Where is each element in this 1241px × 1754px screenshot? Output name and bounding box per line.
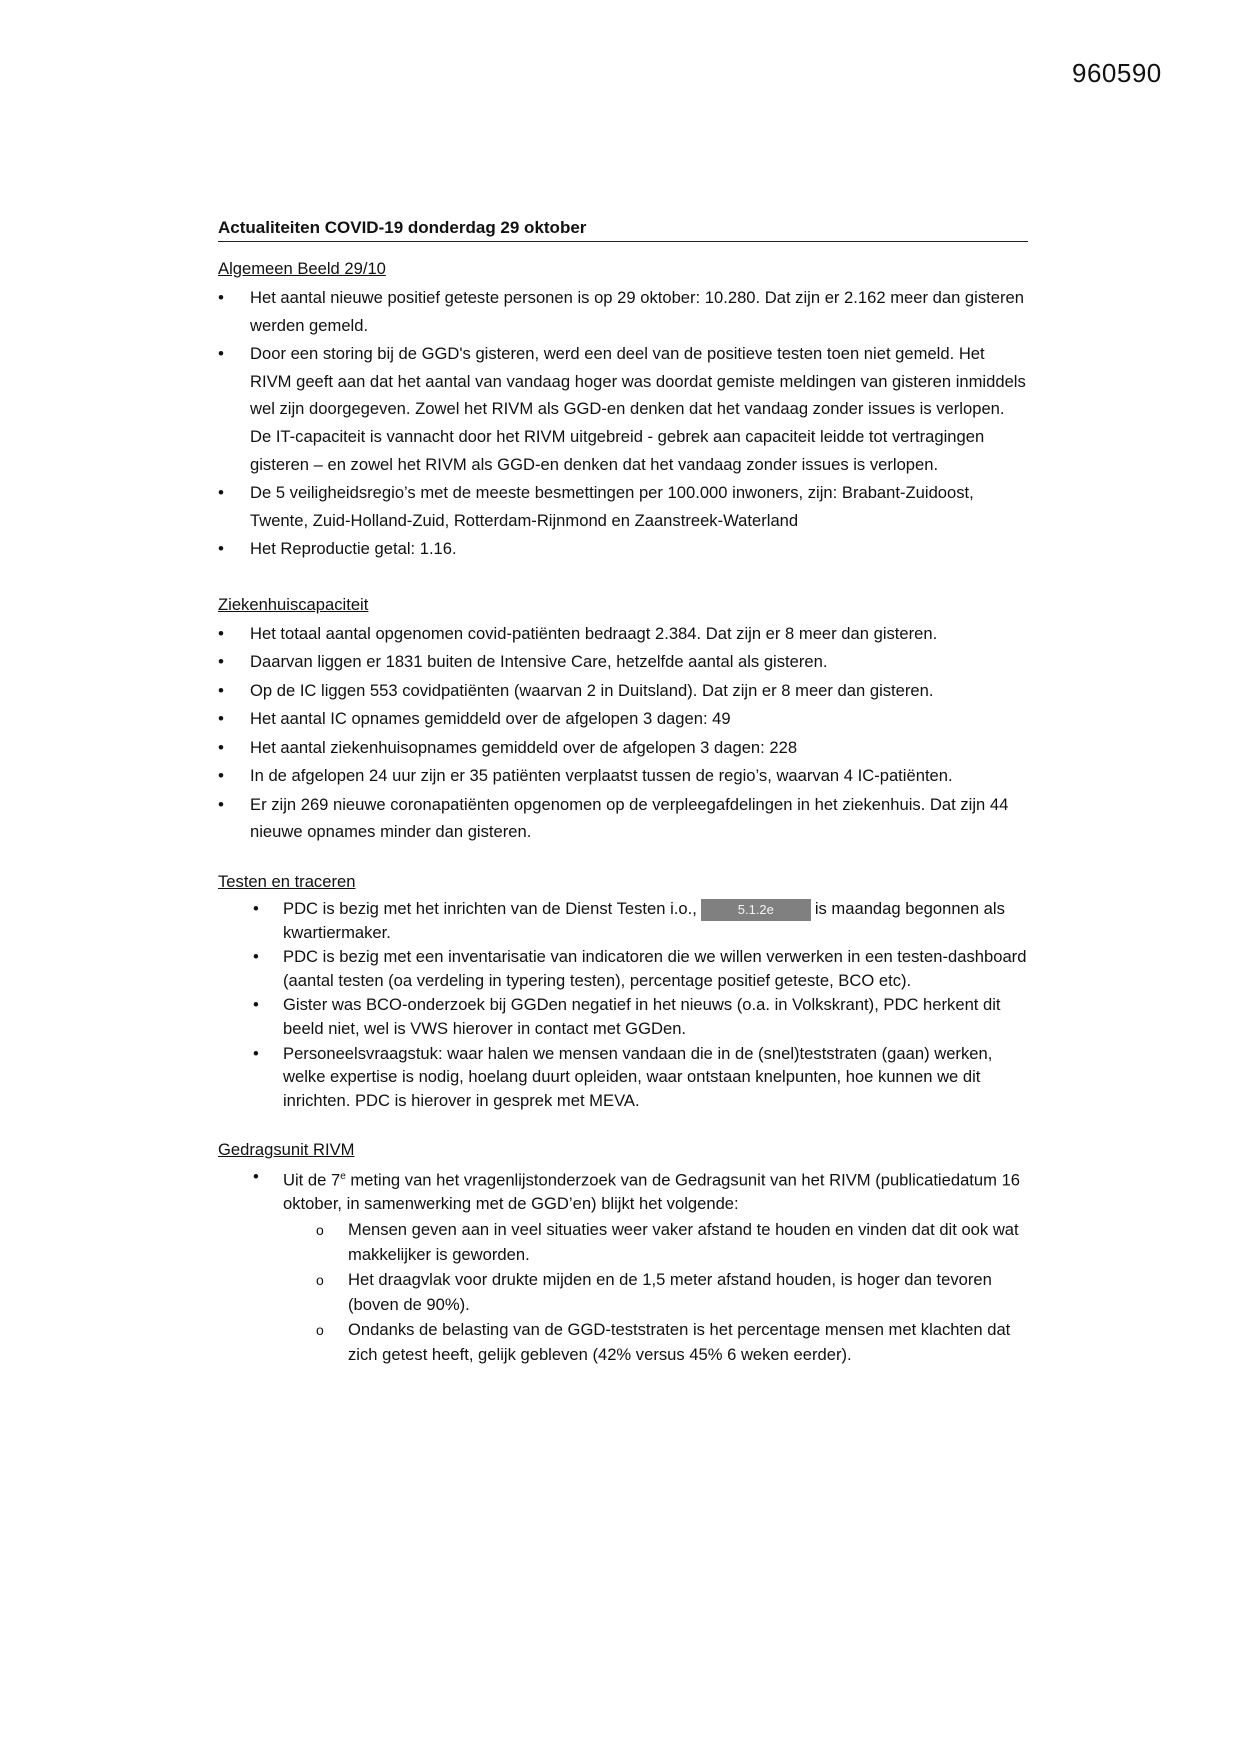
gedrag-intro-start: Uit de 7	[283, 1170, 341, 1190]
document-body	[218, 218, 1028, 1369]
list-item: • Op de IC liggen 553 covidpatiënten (waarvan 2 in Duitsland). Dat zijn er 8 meer dan gisteren.	[218, 677, 1028, 705]
section-heading-algemeen: Algemeen Beeld 29/10	[218, 259, 386, 278]
list-item: • Het aantal IC opnames gemiddeld over de afgelopen 3 dagen: 49	[218, 705, 1028, 733]
list-item: • Het aantal nieuwe positief geteste personen is op 29 oktober: 10.280. Dat zijn er 2.162 meer dan gisteren werden gemeld.	[218, 284, 1028, 339]
redaction-box: 5.1.2e	[701, 899, 811, 921]
document-title: Actualiteiten COVID-19 donderdag 29 oktober	[218, 218, 1028, 242]
sub-list-item: o Mensen geven aan in veel situaties weer vaker afstand te houden en vinden dat dit ook wat makkelijker is geworden.	[218, 1218, 1028, 1267]
gedrag-list	[218, 1165, 1028, 1216]
sub-list-item: o Het draagvlak voor drukte mijden en de 1,5 meter afstand houden, is hoger dan tevoren (boven de 90%).	[218, 1268, 1028, 1317]
list-item: • Er zijn 269 nieuwe coronapatiënten opgenomen op de verpleegafdelingen in het ziekenhuis. Dat zijn 44 nieuwe opnames minder dan gisteren.	[218, 791, 1028, 846]
section-heading-gedrag: Gedragsunit RIVM	[218, 1140, 355, 1160]
testen-item1-start: PDC is bezig met het inrichten van de Dienst Testen i.o.,	[283, 898, 697, 918]
list-item: • Het Reproductie getal: 1.16.	[218, 535, 1028, 563]
list-item: • PDC is bezig met een inventarisatie van indicatoren die we willen verwerken in een testen-dashboard (aantal testen (oa verdeling in typering testen), percentage positief geteste, BCO etc).	[218, 945, 1028, 992]
list-item: • Het totaal aantal opgenomen covid-patiënten bedraagt 2.384. Dat zijn er 8 meer dan gisteren.	[218, 620, 1028, 648]
list-item	[218, 897, 1028, 944]
list-item: • Daarvan liggen er 1831 buiten de Intensive Care, hetzelfde aantal als gisteren.	[218, 648, 1028, 676]
section-heading-ziekenhuis: Ziekenhuiscapaciteit	[218, 594, 369, 614]
list-item: • In de afgelopen 24 uur zijn er 35 patiënten verplaatst tussen de regio’s, waarvan 4 IC-patiënten.	[218, 762, 1028, 790]
list-item: • Personeelsvraagstuk: waar halen we mensen vandaan die in de (snel)teststraten (gaan) werken, welke expertise is nodig, hoelang duurt opleiden, waar ontstaan knelpunten, hoe kunnen we dit inrichten. PDC is hierover in gesprek met MEVA.	[218, 1042, 1028, 1113]
ordinal-suffix: e	[340, 1171, 346, 1183]
list-item: • Door een storing bij de GGD's gisteren, werd een deel van de positieve testen toen niet gemeld. Het RIVM geeft aan dat het aantal van vandaag hoger was doordat gemiste meldingen van gisteren inmiddels wel zijn doorgegeven. Zowel het RIVM als GGD-en denken dat het vandaag zonder issues is verlopen. De IT-capaciteit is vannacht door het RIVM uitgebreid - gebrek aan capaciteit leidde tot vertragingen gisteren – en zowel het RIVM als GGD-en denken dat het vandaag zonder issues is verlopen.	[218, 340, 1028, 478]
testen-list	[218, 897, 1028, 1112]
testen-item1-end: is maandag begonnen als kwartiermaker.	[283, 898, 1005, 942]
list-item: • Gister was BCO-onderzoek bij GGDen negatief in het nieuws (o.a. in Volkskrant), PDC herkent dit beeld niet, wel is VWS hierover in contact met GGDen.	[218, 993, 1028, 1040]
sub-list-item: o Ondanks de belasting van de GGD-teststraten is het percentage mensen met klachten dat zich getest heeft, gelijk gebleven (42% versus 45% 6 weken eerder).	[218, 1318, 1028, 1367]
section-heading-testen: Testen en traceren	[218, 871, 356, 891]
gedrag-intro-end: meting van het vragenlijstonderzoek van de Gedragsunit van het RIVM (publicatiedatum 16 oktober, in samenwerking met de GGD’en) blijkt het volgende:	[283, 1170, 1021, 1214]
gedrag-sublist	[218, 1218, 1028, 1368]
ziekenhuis-list	[218, 620, 1028, 846]
list-item: • De 5 veiligheidsregio’s met de meeste besmettingen per 100.000 inwoners, zijn: Brabant-Zuidoost, Twente, Zuid-Holland-Zuid, Rotterdam-Rijnmond en Zaanstreek-Waterland	[218, 479, 1028, 534]
algemeen-list	[218, 284, 1028, 563]
list-item: • Het aantal ziekenhuisopnames gemiddeld over de afgelopen 3 dagen: 228	[218, 734, 1028, 762]
list-item	[218, 1165, 1028, 1216]
document-number: 960590	[1072, 58, 1162, 88]
